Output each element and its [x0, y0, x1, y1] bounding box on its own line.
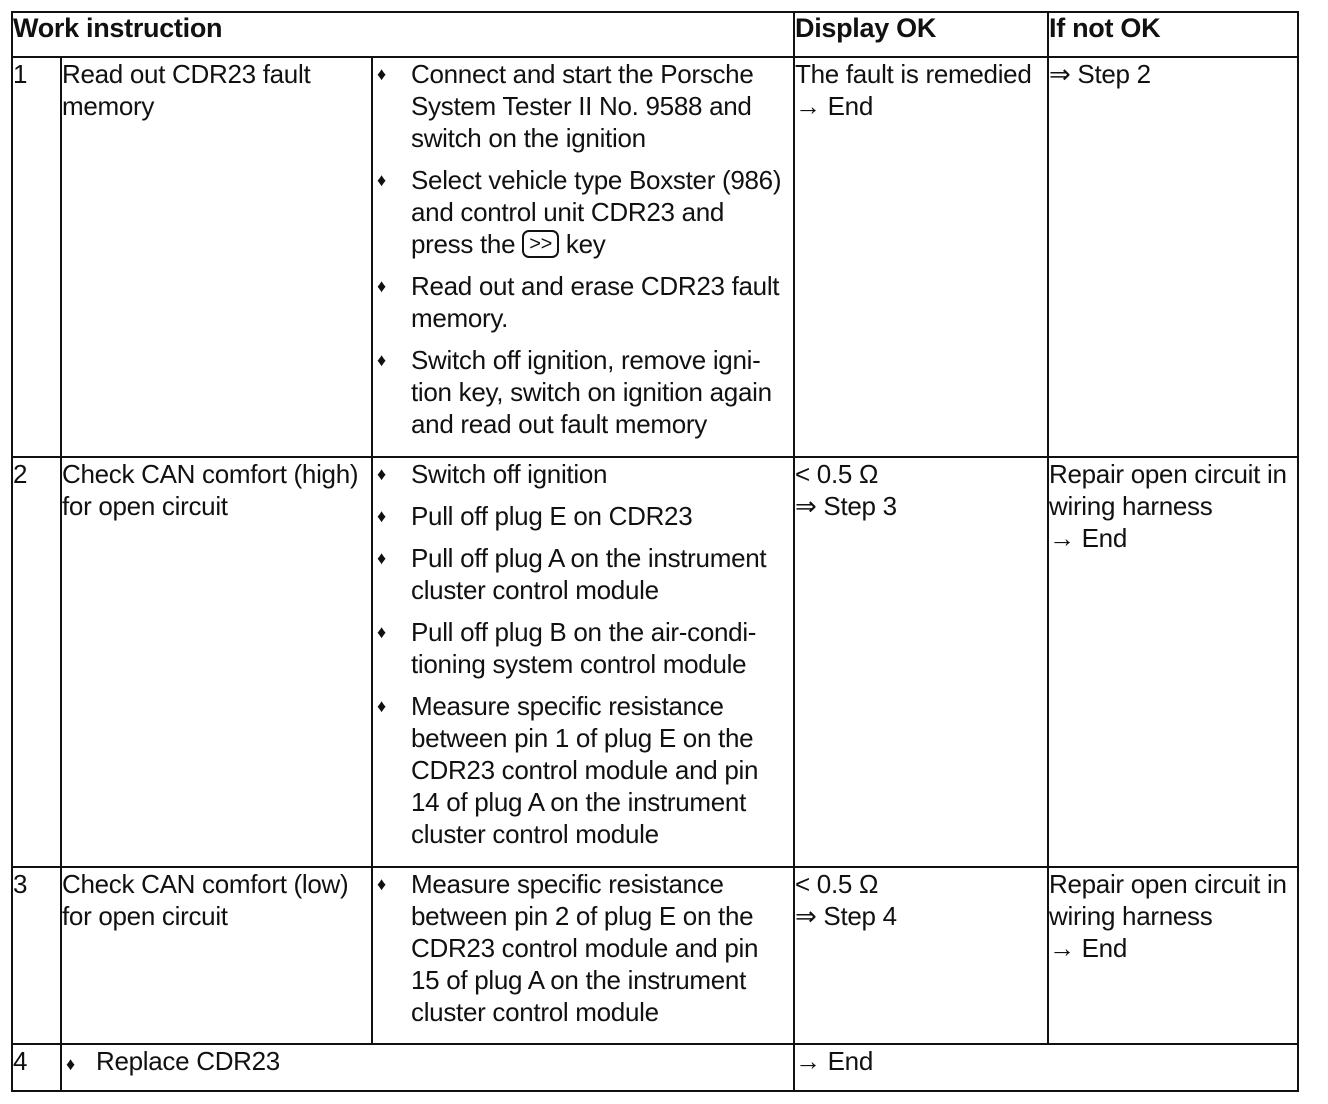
display-ok-cell: → End: [794, 1044, 1298, 1091]
instruction-item: ♦ Switch off ignition: [377, 459, 608, 489]
step-task-text: Check CAN comfort (high) for open circuit: [62, 459, 359, 521]
diamond-bullet-icon: ♦: [377, 506, 386, 526]
instruction-item: ♦ Select vehicle type Boxster (986) and control unit CDR23 and press the >> key: [377, 165, 782, 259]
diamond-bullet-icon: ♦: [377, 170, 386, 190]
step-row-3: [12, 867, 1298, 1044]
step-row-4: [12, 1044, 1298, 1091]
header-work-instruction: Work instruction: [12, 12, 794, 57]
if-not-ok-cell: Repair open circuit in wiring harness → End: [1048, 457, 1298, 867]
instruction-item: ♦ Connect and start the Porsche System Tester II No. 9588 and switch on the ignition: [377, 59, 754, 153]
display-ok-cell: < 0.5 Ω ⇒ Step 4: [794, 867, 1048, 1044]
instruction-item: ♦ Measure specific resistance between pin 2 of plug E on the CDR23 control module and pin 15 of plug A on the instrument cluster control module: [377, 869, 759, 1027]
step-number: 4: [12, 1044, 61, 1091]
diamond-bullet-icon: ♦: [377, 350, 386, 370]
header-row: [12, 12, 1298, 57]
header-if-not-ok: If not OK: [1048, 12, 1298, 57]
header-display-ok: Display OK: [794, 12, 1048, 57]
diamond-bullet-icon: ♦: [377, 464, 386, 484]
step-task-text: Replace CDR23: [96, 1046, 280, 1076]
instruction-item: ♦ Pull off plug B on the air-condi-tioning system control module: [377, 617, 757, 679]
step-task-text: Read out CDR23 fault memory: [62, 59, 311, 121]
diamond-bullet-icon: ♦: [377, 64, 386, 84]
forward-key-icon: >>: [522, 230, 559, 258]
if-not-ok-cell: ⇒ Step 2: [1048, 57, 1298, 457]
step-task: [61, 867, 372, 1044]
step-instructions: [372, 57, 794, 457]
if-not-ok-cell: Repair open circuit in wiring harness → End: [1048, 867, 1298, 1044]
step-instructions: [372, 457, 794, 867]
diamond-bullet-icon: ♦: [66, 1054, 75, 1074]
instruction-item: ♦ Read out and erase CDR23 fault memory.: [377, 271, 780, 333]
instruction-item: ♦ Measure specific resistance between pin 1 of plug E on the CDR23 control module and pin 14 of plug A on the instrument cluster control module: [377, 691, 759, 849]
instruction-item: ♦ Pull off plug A on the instrument cluster control module: [377, 543, 767, 605]
step-row-2: [12, 457, 1298, 867]
diamond-bullet-icon: ♦: [377, 874, 386, 894]
instruction-item: ♦ Pull off plug E on CDR23: [377, 501, 693, 531]
display-ok-cell: The fault is remedied → End: [794, 57, 1048, 457]
step-number: 2: [12, 457, 61, 867]
step-row-1: [12, 57, 1298, 457]
diamond-bullet-icon: ♦: [377, 696, 386, 716]
diamond-bullet-icon: ♦: [377, 622, 386, 642]
instruction-item: ♦ Switch off ignition, remove igni-tion key, switch on ignition again and read out fault memory: [377, 345, 772, 439]
step-number: 3: [12, 867, 61, 1044]
step-task: [61, 57, 372, 457]
diamond-bullet-icon: ♦: [377, 548, 386, 568]
step-task-text: Check CAN comfort (low) for open circuit: [62, 869, 349, 931]
step-task: [61, 457, 372, 867]
work-instruction-table: [11, 11, 1299, 1092]
diamond-bullet-icon: ♦: [377, 276, 386, 296]
step-number: 1: [12, 57, 61, 457]
step-task: [61, 1044, 794, 1091]
step-instructions: [372, 867, 794, 1044]
display-ok-cell: < 0.5 Ω ⇒ Step 3: [794, 457, 1048, 867]
